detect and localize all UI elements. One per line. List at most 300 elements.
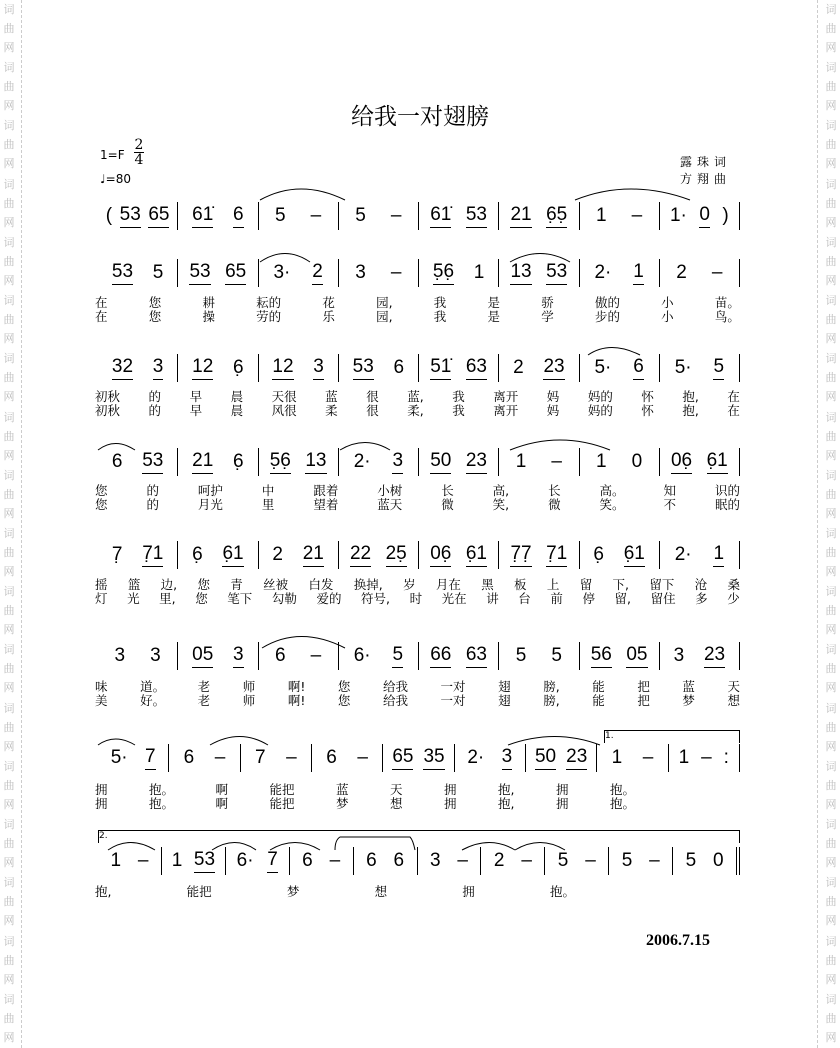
lyric-word: 跟着: [313, 483, 339, 498]
lyric-word: 园,: [376, 309, 393, 324]
note: 5: [515, 644, 527, 666]
lyric-word: 我: [433, 295, 447, 310]
lyric-word: 留,: [614, 591, 632, 606]
slur: [510, 440, 610, 450]
lyric-word: 时: [409, 591, 423, 606]
note: 6̣: [233, 356, 244, 378]
lyric-word: 小: [661, 309, 674, 324]
beamed-notes: 6: [233, 204, 244, 228]
lyric-word: 早: [189, 389, 203, 404]
beamed-notes: 50: [430, 450, 451, 474]
watermark-char: 网: [825, 564, 837, 578]
lyric-word: 上: [546, 577, 560, 592]
slur: [588, 348, 640, 356]
watermark-char: 网: [825, 797, 837, 811]
dash: –: [390, 261, 402, 283]
note: 3: [150, 644, 161, 666]
watermark-char: 词: [3, 119, 15, 133]
watermark-char: 网: [825, 332, 837, 346]
slur: [575, 189, 690, 200]
lyric-word: 晨: [230, 389, 244, 404]
watermark-char: 词: [3, 876, 15, 890]
dash: –: [357, 746, 368, 768]
watermark-char: 曲: [825, 313, 837, 327]
slur: [210, 737, 268, 746]
lyric-word: 多: [695, 591, 708, 606]
note: 7̣: [111, 543, 123, 565]
dash: –: [286, 746, 297, 768]
note: 6̣: [192, 543, 203, 565]
lyric-word: 的: [148, 403, 162, 418]
beamed-notes: 53: [189, 261, 210, 285]
lyric-word: 停: [582, 591, 595, 606]
lyric-word: 劳的: [256, 309, 282, 324]
watermark-char: 网: [825, 1030, 837, 1044]
beamed-notes: 23: [704, 644, 725, 668]
watermark-char: 网: [3, 506, 15, 520]
dash: –: [711, 261, 723, 283]
watermark-char: 词: [3, 643, 15, 657]
lyric-word: 微: [548, 497, 561, 512]
beamed-notes: 3: [502, 746, 513, 770]
slur: [108, 843, 155, 851]
lyric-word: 给我: [382, 679, 408, 694]
watermark-char: 网: [3, 797, 15, 811]
dash: –: [214, 746, 226, 768]
beamed-notes: 63: [466, 644, 487, 668]
beamed-notes: 65: [148, 204, 169, 228]
lyric-word: 符号,: [361, 591, 390, 606]
lyric-word: 想: [727, 693, 740, 708]
watermark-char: 网: [825, 157, 837, 171]
dash: –: [521, 849, 532, 871]
slur: [462, 843, 515, 851]
lyric-word: 蓝: [325, 389, 338, 404]
beamed-notes: 06̣: [671, 450, 692, 474]
note: 0: [713, 849, 724, 871]
beamed-notes: 6̣5̣: [546, 204, 567, 228]
note: ): [722, 204, 729, 226]
beamed-notes: 6̣1: [466, 543, 487, 567]
beamed-notes: 2: [312, 261, 323, 285]
watermark-char: 曲: [3, 662, 15, 676]
lyric-word: 在: [727, 403, 740, 418]
lyric-word: 美: [95, 693, 108, 708]
beamed-notes: 65: [392, 746, 413, 770]
lyric-word: 师: [242, 693, 256, 708]
lyric-word: 操: [202, 309, 215, 324]
lyric-word: 能: [592, 679, 605, 694]
lyric-word: 抱,: [682, 389, 699, 404]
note: 0: [631, 450, 643, 472]
lyric-word: 晨: [230, 403, 244, 418]
lyric-word: 是: [487, 309, 501, 324]
dash: –: [137, 849, 149, 871]
lyric-word: 膀,: [543, 679, 560, 694]
lyric-word: 长: [548, 483, 561, 498]
watermark-char: 词: [3, 3, 15, 16]
dash: –: [649, 849, 660, 871]
note: 1: [611, 746, 623, 768]
slur: [212, 843, 256, 851]
key-signature: 1=F: [100, 148, 125, 162]
watermark-char: 曲: [3, 953, 15, 967]
dash: –: [457, 849, 468, 871]
lyric-word: 抱。: [549, 884, 575, 899]
beamed-notes: 53: [142, 450, 163, 474]
lyric-word: 早: [189, 403, 203, 418]
lyric-word: 眠的: [714, 497, 740, 512]
lyric-word: 在: [95, 295, 108, 310]
watermark-char: 曲: [3, 429, 15, 443]
watermark-char: 曲: [3, 371, 15, 385]
note: 1: [515, 450, 527, 472]
note: 5: [355, 204, 366, 226]
lyric-word: 小树: [377, 483, 403, 498]
lyric-word: 乐: [322, 309, 335, 324]
note: 3: [429, 849, 441, 871]
watermark-char: 词: [3, 294, 15, 308]
beamed-notes: 23: [566, 746, 587, 770]
lyric-word: 抱,: [498, 782, 515, 797]
beamed-notes: 25̣: [386, 543, 407, 567]
lyric-word: 长: [441, 483, 454, 498]
watermark-char: 词: [825, 526, 837, 540]
lyric-word: 抱,: [682, 403, 699, 418]
note: 3·: [273, 261, 291, 283]
watermark-char: 网: [3, 856, 15, 870]
lyric-word: 换掉,: [353, 577, 383, 592]
watermark-char: 网: [825, 99, 837, 113]
watermark-char: 网: [3, 739, 15, 753]
lyric-word: 留住: [650, 591, 676, 606]
watermark-char: 词: [825, 61, 837, 75]
beamed-notes: 53: [112, 261, 133, 285]
lyric-word: 抱,: [498, 796, 515, 811]
watermark-char: 词: [825, 235, 837, 249]
note: 5: [152, 261, 164, 283]
lyric-word: 翅: [498, 679, 511, 694]
lyric-word: 留: [579, 577, 593, 592]
note: 5: [557, 849, 569, 871]
watermark-char: 曲: [3, 720, 15, 734]
watermark-char: 网: [825, 914, 837, 928]
watermark-char: 词: [825, 701, 837, 715]
watermark-char: 曲: [3, 1011, 15, 1025]
note: 6: [393, 356, 405, 378]
slur: [260, 254, 310, 263]
dash: –: [329, 849, 341, 871]
lyric-word: 拥: [462, 884, 475, 899]
lyric-word: 您: [95, 483, 108, 498]
lyric-word: 桑: [727, 577, 740, 592]
lyric-word: 妈的: [587, 389, 613, 404]
beamed-notes: 6̣1: [624, 543, 645, 567]
watermark-char: 词: [825, 876, 837, 890]
watermark-char: 曲: [3, 604, 15, 618]
lyric-word: 柔,: [407, 403, 424, 418]
slur: [98, 739, 135, 745]
lyric-word: 识的: [714, 483, 740, 498]
lyric-word: 留下: [649, 577, 675, 592]
lyric-word: 高,: [492, 483, 510, 498]
slur: [340, 443, 390, 451]
watermark-char: 曲: [3, 254, 15, 268]
lyric-word: 里,: [159, 591, 176, 606]
watermark-char: 曲: [3, 313, 15, 327]
lyric-word: 给我: [382, 693, 408, 708]
watermark-char: 网: [3, 157, 15, 171]
watermark-char: 曲: [825, 604, 837, 618]
lyric-word: 您: [337, 679, 351, 694]
dash: –: [551, 450, 562, 472]
watermark-char: 网: [3, 914, 15, 928]
slur: [508, 737, 600, 746]
lyric-word: 下,: [612, 577, 630, 592]
lyric-word: 笑。: [599, 497, 625, 512]
lyric-word: 蓝,: [407, 389, 424, 404]
watermark-char: 词: [3, 526, 15, 540]
watermark-char: 网: [825, 623, 837, 637]
slur: [262, 637, 345, 649]
beamed-notes: 3: [153, 356, 164, 380]
note: 6: [393, 849, 405, 871]
note: 1: [110, 849, 122, 871]
lyric-word: 很: [366, 403, 379, 418]
watermark-char: 词: [825, 759, 837, 773]
watermark-char: 网: [3, 623, 15, 637]
lyric-word: 光在: [441, 591, 467, 606]
lyric-word: 少: [727, 591, 740, 606]
watermark-char: 曲: [825, 662, 837, 676]
watermark-char: 词: [3, 61, 15, 75]
lyric-word: 讲: [486, 591, 499, 606]
watermark-char: 词: [825, 934, 837, 948]
lyric-word: 很: [366, 389, 379, 404]
lyric-word: 离开: [493, 403, 519, 418]
lyric-word: 蓝天: [377, 497, 403, 512]
watermark-char: 词: [825, 992, 837, 1006]
watermark-char: 词: [3, 934, 15, 948]
lyric-word: 把: [637, 693, 650, 708]
tempo-value: =80: [105, 172, 131, 186]
watermark-char: 曲: [3, 778, 15, 792]
dash: –: [310, 204, 322, 226]
lyric-word: 想: [374, 884, 388, 899]
note: 6: [302, 849, 313, 871]
watermark-char: 网: [825, 739, 837, 753]
note: 6·: [236, 849, 254, 871]
lyric-word: 耘的: [256, 295, 282, 310]
lyric-word: 怀: [641, 403, 654, 418]
watermark-char: 曲: [825, 138, 837, 152]
slur: [270, 843, 320, 851]
beamed-notes: 66: [430, 644, 451, 668]
beamed-notes: 51̇: [430, 356, 451, 380]
watermark-char: 词: [825, 643, 837, 657]
lyric-word: 拥: [444, 796, 457, 811]
lyric-word: 老: [197, 693, 211, 708]
note: 1: [473, 261, 485, 283]
watermark-char: 网: [825, 41, 837, 54]
lyric-word: 月光: [197, 497, 223, 512]
dash: –: [631, 204, 643, 226]
lyric-word: 抱。: [149, 796, 175, 811]
watermark-char: 曲: [3, 138, 15, 152]
lyric-word: 翅: [498, 693, 511, 708]
slur: [510, 254, 570, 263]
lyric-word: 岁: [403, 577, 416, 592]
lyric-word: 想: [390, 796, 403, 811]
watermark-char: 词: [3, 818, 15, 832]
lyric-word: 柔: [325, 403, 338, 418]
lyric-word: 梦: [286, 884, 300, 899]
dash: –: [390, 204, 402, 226]
watermark-char: 曲: [825, 371, 837, 385]
lyric-word: 的: [146, 483, 159, 498]
lyric-word: 笔下: [227, 591, 253, 606]
watermark-char: 曲: [825, 953, 837, 967]
lyric-word: 能把: [186, 884, 212, 899]
lyric-word: 光: [127, 591, 140, 606]
volta-first-label: 1.: [605, 731, 614, 741]
note: 2: [513, 356, 524, 378]
beamed-notes: 06̣: [430, 543, 451, 567]
beamed-notes: 6̣1: [222, 543, 243, 567]
lyric-word: 拥: [555, 782, 569, 797]
lyric-word: 呵护: [197, 483, 223, 498]
lyric-word: 灯: [95, 591, 108, 606]
watermark-char: 词: [3, 992, 15, 1006]
composer: 方翔曲: [680, 172, 732, 186]
lyric-word: 笑,: [492, 497, 510, 512]
watermark-char: 词: [3, 352, 15, 366]
beamed-notes: 05: [626, 644, 647, 668]
beamed-notes: 5: [392, 644, 403, 668]
lyric-word: 小: [661, 295, 674, 310]
beamed-notes: 6: [633, 356, 644, 380]
note: 6̣: [233, 450, 244, 472]
lyric-word: 天很: [271, 389, 297, 404]
watermark-char: 曲: [825, 1011, 837, 1025]
lyric-word: 老: [197, 679, 211, 694]
lyric-word: 梦: [336, 796, 349, 811]
note: 2·: [467, 746, 485, 768]
lyric-word: 花: [322, 295, 335, 310]
note: 2·: [594, 261, 612, 283]
beamed-notes: 53: [353, 356, 374, 380]
lyric-word: 一对: [440, 679, 466, 694]
note: 5·: [594, 356, 612, 378]
lyric-word: 青: [230, 577, 243, 592]
lyric-word: 我: [452, 389, 465, 404]
watermark-char: 网: [3, 41, 15, 54]
beamed-notes: 21: [510, 204, 531, 228]
beamed-notes: 1: [633, 261, 644, 285]
lyric-word: 苗。: [714, 295, 740, 310]
beamed-notes: 13: [305, 450, 326, 474]
lyric-word: 蓝: [336, 782, 349, 797]
lyric-word: 您: [337, 693, 351, 708]
watermark-char: 词: [825, 119, 837, 133]
watermark-char: 网: [825, 215, 837, 229]
watermark-char: 词: [825, 585, 837, 599]
note: 6·: [353, 644, 371, 666]
lyric-word: 您: [197, 577, 210, 592]
watermark-char: 网: [3, 681, 15, 695]
beamed-notes: 5̣6̣: [270, 450, 291, 474]
watermark-char: 曲: [825, 895, 837, 909]
watermark-char: 曲: [3, 837, 15, 851]
time-sig-top: 2: [134, 137, 144, 153]
note: 2: [676, 261, 687, 283]
note: 5: [275, 204, 286, 226]
dash: –: [642, 746, 654, 768]
lyric-word: 蓝: [682, 679, 695, 694]
note: 3: [355, 261, 366, 283]
watermark-char: 词: [825, 352, 837, 366]
lyric-word: 是: [487, 295, 501, 310]
watermark-char: 词: [825, 3, 837, 16]
note: 1: [678, 746, 690, 768]
lyric-word: 摇: [95, 577, 108, 592]
lyric-word: 您: [195, 591, 208, 606]
beamed-notes: 1: [713, 543, 724, 567]
watermark-char: 网: [3, 215, 15, 229]
lyric-word: 前: [550, 591, 563, 606]
watermark-char: 词: [3, 410, 15, 424]
beamed-notes: 3: [233, 644, 244, 668]
beamed-notes: 61̇: [192, 204, 213, 228]
watermark-char: 网: [3, 273, 15, 287]
volta-second-label: 2.: [99, 831, 108, 841]
lyric-word: 鸟。: [714, 309, 740, 324]
lyric-word: 中: [261, 483, 275, 498]
time-sig-bottom: 4: [134, 152, 144, 168]
beamed-notes: 22: [350, 543, 371, 567]
lyric-word: 啊: [215, 782, 229, 797]
beamed-notes: 65: [225, 261, 246, 285]
lyric-word: 初秋: [95, 403, 121, 418]
watermark-char: 词: [3, 585, 15, 599]
watermark-char: 网: [3, 99, 15, 113]
watermark-char: 网: [3, 564, 15, 578]
lyric-word: 傲的: [594, 295, 620, 310]
beamed-notes: 23: [466, 450, 487, 474]
beamed-notes: 35: [423, 746, 444, 770]
lyric-word: 怀: [641, 389, 654, 404]
watermark-char: 词: [825, 410, 837, 424]
lyric-word: 在: [95, 309, 108, 324]
note: 5: [685, 849, 697, 871]
watermark-char: 网: [3, 972, 15, 986]
beamed-notes: 53: [194, 849, 215, 873]
beamed-notes: 32: [112, 356, 133, 380]
watermark-char: 词: [3, 177, 15, 191]
beamed-notes: 12: [192, 356, 213, 380]
note: 6: [183, 746, 195, 768]
note: 7: [254, 746, 266, 768]
lyric-word: 好。: [140, 693, 166, 708]
note: 5: [551, 644, 562, 666]
note: 6: [326, 746, 337, 768]
watermark-char: 网: [825, 681, 837, 695]
tie: [335, 837, 415, 850]
lyric-word: 我: [452, 403, 465, 418]
lyric-word: 把: [637, 679, 650, 694]
beamed-notes: 56: [591, 644, 612, 668]
date: 2006.7.15: [646, 932, 710, 949]
